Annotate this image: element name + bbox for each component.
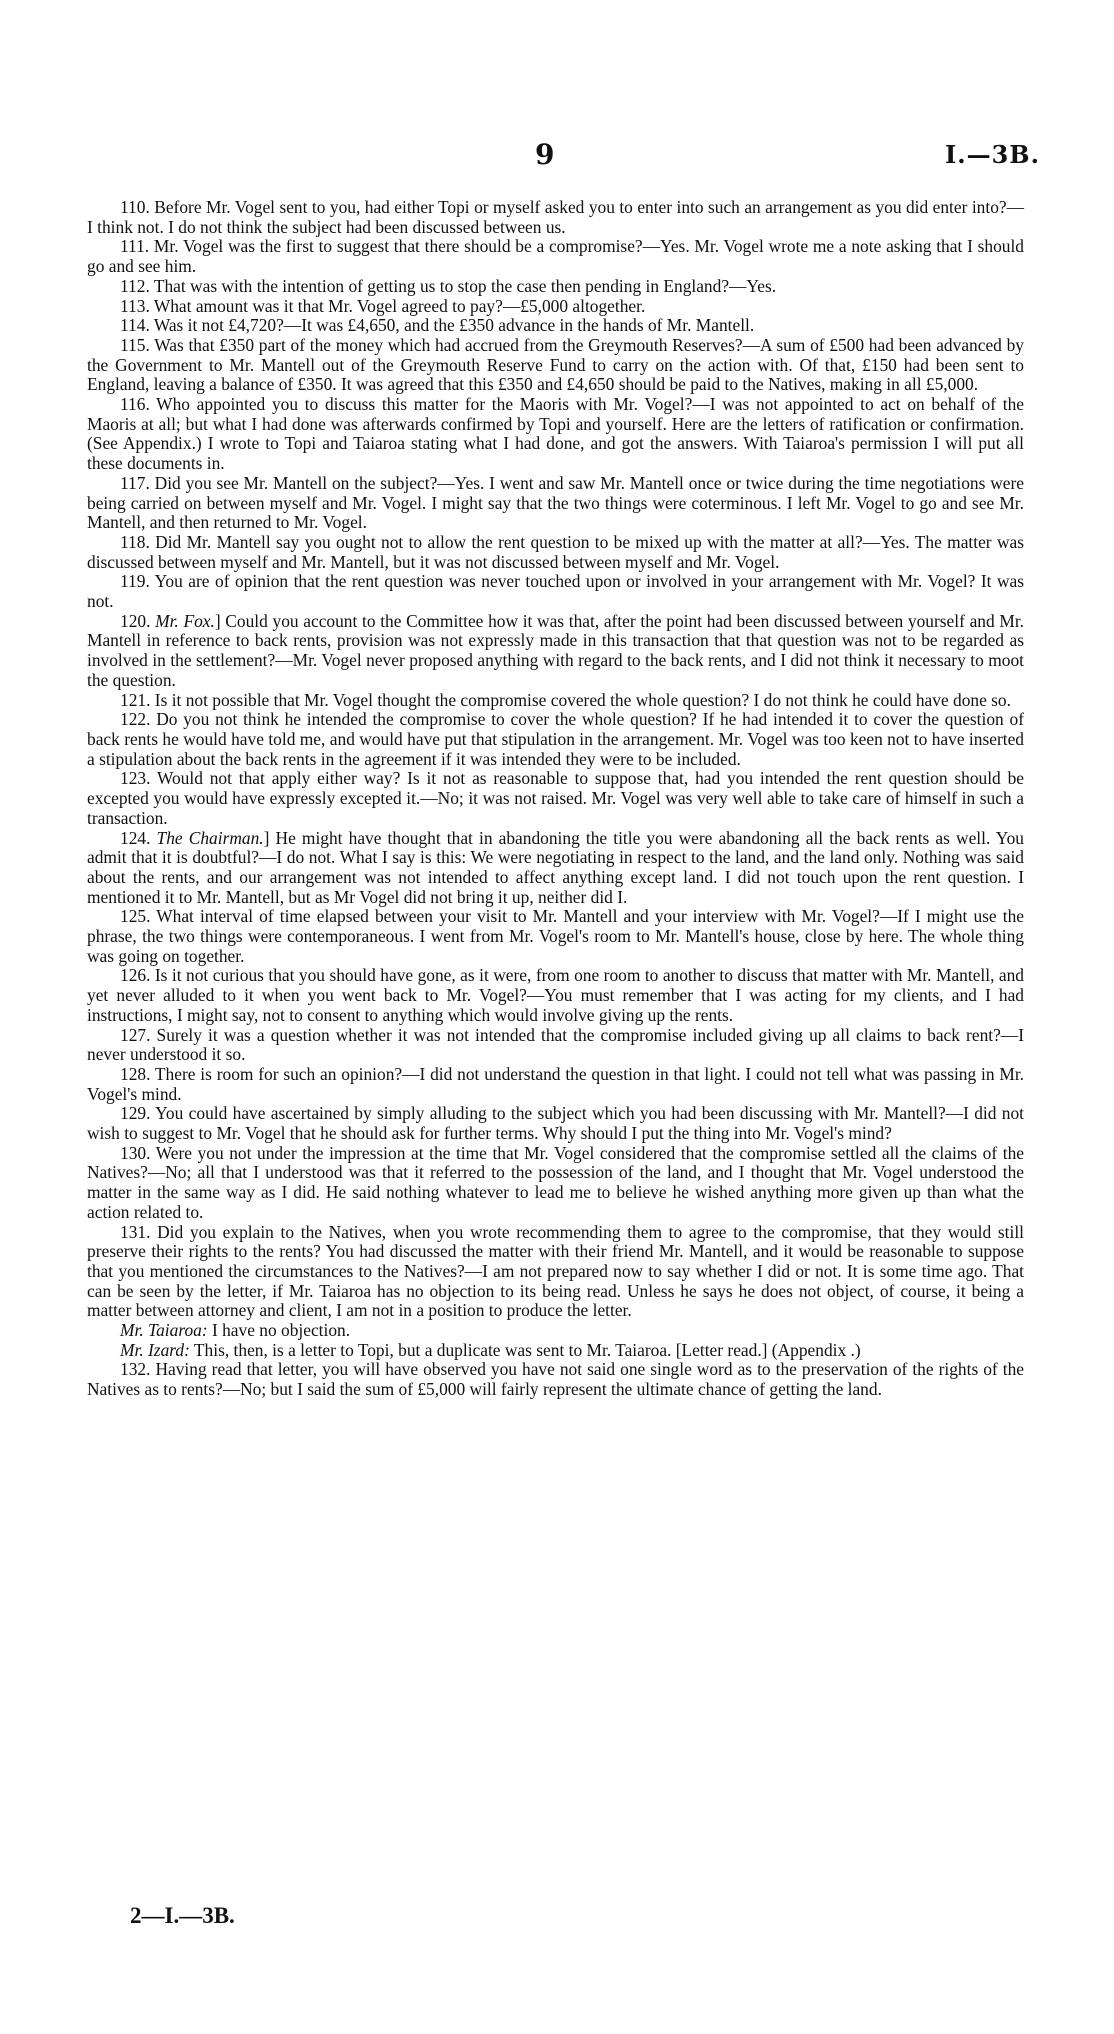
question-paragraph: 132. Having read that letter, you will have observed you have not said one single word as to the preservation of the rights of the Natives as to rents?—No; but I said the sum of £5,000 will fairly represent the ultimate chance of getting the land.: [87, 1359, 1024, 1400]
sheet-signature: 2—I.—3B.: [130, 1903, 235, 1928]
question-paragraph: 118. Did Mr. Mantell say you ought not to allow the rent question to be mixed up with the matter at all?—Yes. The matter was discussed between myself and Mr. Mantell, but it was not discussed between myself and Mr. Vogel.: [87, 531, 1024, 572]
question-paragraph: Mr. Taiaroa: I have no objection.: [120, 1320, 351, 1341]
question-paragraph: 125. What interval of time elapsed between your visit to Mr. Mantell and your interview with Mr. Vogel?—If I might use the phrase, the two things were contemporaneous. I went from Mr. Vogel's room to Mr. Mantell's house, close by here. The whole thing was going on together.: [87, 906, 1024, 966]
question-paragraph: 130. Were you not under the impression at the time that Mr. Vogel considered that the compromise settled all the claims of the Natives?—No; all that I understood was that it referred to the possession of the land, and I thought that Mr. Vogel understood the matter in the same way as I did. He said nothing whatever to lead me to believe he wished anything more given up than what the action related to.: [87, 1142, 1024, 1222]
speaker-name: Mr. Izard:: [120, 1339, 190, 1360]
question-paragraph: 117. Did you see Mr. Mantell on the subject?—Yes. I went and saw Mr. Mantell once or twice during the time negotiations were being carried on between myself and Mr. Vogel. I might say that the two things were coterminous. I left Mr. Vogel to go and see Mr. Mantell, and then returned to Mr. Vogel.: [87, 472, 1024, 533]
question-paragraph: 120. Mr. Fox.] Could you account to the Committee how it was that, after the point had been discussed between yourself and Mr. Mantell in reference to back rents, provision was not expressly made in this transaction that that question was not to be regarded as involved in the settlement?—Mr. Vogel never proposed anything with regard to the back rents, and I did not think it necessary to moot the question.: [87, 610, 1024, 690]
question-paragraph: 127. Surely it was a question whether it was not intended that the compromise included giving up all claims to back rent?—I never understood it so.: [87, 1024, 1024, 1065]
question-paragraph: 113. What amount was it that Mr. Vogel agreed to pay?—£5,000 altogether.: [120, 295, 646, 316]
page-number: 9: [535, 138, 555, 171]
question-paragraph: 128. There is room for such an opinion?—I did not understand the question in that light. I could not tell what was passing in Mr. Vogel's mind.: [87, 1063, 1024, 1104]
question-paragraph: 124. The Chairman.] He might have thought that in abandoning the title you were abandoning all the back rents as well. You admit that it is doubtful?—I do not. What I say is this: We were negotiating in respect to the land, and the land only. Nothing was said about the rents, and our arrangement was not intended to affect anything except land. I did not touch upon the rent question. I mentioned it to Mr. Mantell, but as Mr Vogel did not bring it up, neither did I.: [87, 827, 1024, 907]
speaker-name: The Chairman.: [156, 827, 264, 848]
question-paragraph: 131. Did you explain to the Natives, when you wrote recommending them to agree to the compromise, that they would still preserve their rights to the rents? You had discussed the matter with their friend Mr. Mantell, and it would be reasonable to suppose that you mentioned the circumstances to the Natives?—I am not prepared now to say whether I did or not. It is some time ago. That can be seen by the letter, if Mr. Taiaroa has no objection to its being read. Unless he says he does not object, of course, it being a matter between attorney and client, I am not in a position to produce the letter.: [87, 1221, 1024, 1321]
question-paragraph: Mr. Izard: This, then, is a letter to Topi, but a duplicate was sent to Mr. Taiaroa. [Letter read.] (Appendix .): [120, 1339, 861, 1360]
question-paragraph: 123. Would not that apply either way? Is it not as reasonable to suppose that, had you intended the rent question should be excepted you would have expressly excepted it.—No; it was not raised. Mr. Vogel was very well able to take care of himself in such a transaction.: [87, 768, 1024, 828]
question-paragraph: 121. Is it not possible that Mr. Vogel thought the compromise covered the whole question? I do not think he could have done so.: [120, 689, 1011, 710]
question-paragraph: 129. You could have ascertained by simply alluding to the subject which you had been discussing with Mr. Mantell?—I did not wish to suggest to Mr. Vogel that he should ask for further terms. Why should I put the thing into Mr. Vogel's mind?: [87, 1103, 1024, 1144]
question-paragraph: 115. Was that £350 part of the money which had accrued from the Greymouth Reserves?—A sum of £500 had been advanced by the Government to Mr. Mantell out of the Greymouth Reserve Fund to carry on the action with. Of that, £150 had been sent to England, leaving a balance of £350. It was agreed that this £350 and £4,650 should be paid to the Natives, making in all £5,000.: [87, 334, 1024, 395]
evidence-text: [87, 198, 1024, 1400]
question-paragraph: 112. That was with the intention of getting us to stop the case then pending in England?—Yes.: [120, 275, 777, 296]
question-paragraph: 111. Mr. Vogel was the first to suggest that there should be a compromise?—Yes. Mr. Vogel wrote me a note asking that I should go and see him.: [87, 236, 1024, 277]
speaker-name: Mr. Fox.: [155, 610, 215, 631]
question-paragraph: 110. Before Mr. Vogel sent to you, had either Topi or myself asked you to enter into such an arrangement as you did enter into?—I think not. I do not think the subject had been discussed between us.: [87, 197, 1024, 237]
question-paragraph: 116. Who appointed you to discuss this matter for the Maoris with Mr. Vogel?—I was not appointed to act on behalf of the Maoris at all; but what I had done was afterwards confirmed by Topi and yourself. Here are the letters of ratification or confirmation. (See Appendix.) I wrote to Topi and Taiaroa stating what I had done, and got the answers. With Taiaroa's permission I will put all these documents in.: [87, 394, 1024, 474]
question-paragraph: 122. Do you not think he intended the compromise to cover the whole question? If he had intended it to cover the question of back rents he would have told me, and would have put that stipulation in the arrangement. Mr. Vogel was too keen not to have inserted a stipulation about the back rents in the agreement if it was intended they were to be included.: [87, 709, 1024, 769]
question-paragraph: 126. Is it not curious that you should have gone, as it were, from one room to another to discuss that matter with Mr. Mantell, and yet never alluded to it when you went back to Mr. Vogel?—You must remember that I was acting for my clients, and I had instructions, I might say, not to consent to anything which would involve giving up the rents.: [87, 965, 1024, 1025]
speaker-name: Mr. Taiaroa:: [120, 1320, 208, 1341]
question-paragraph: 114. Was it not £4,720?—It was £4,650, and the £350 advance in the hands of Mr. Mantell.: [120, 315, 755, 336]
question-paragraph: 119. You are of opinion that the rent question was never touched upon or involved in your arrangement with Mr. Vogel? It was not.: [87, 571, 1024, 612]
document-reference: I.—3B.: [945, 140, 1040, 169]
